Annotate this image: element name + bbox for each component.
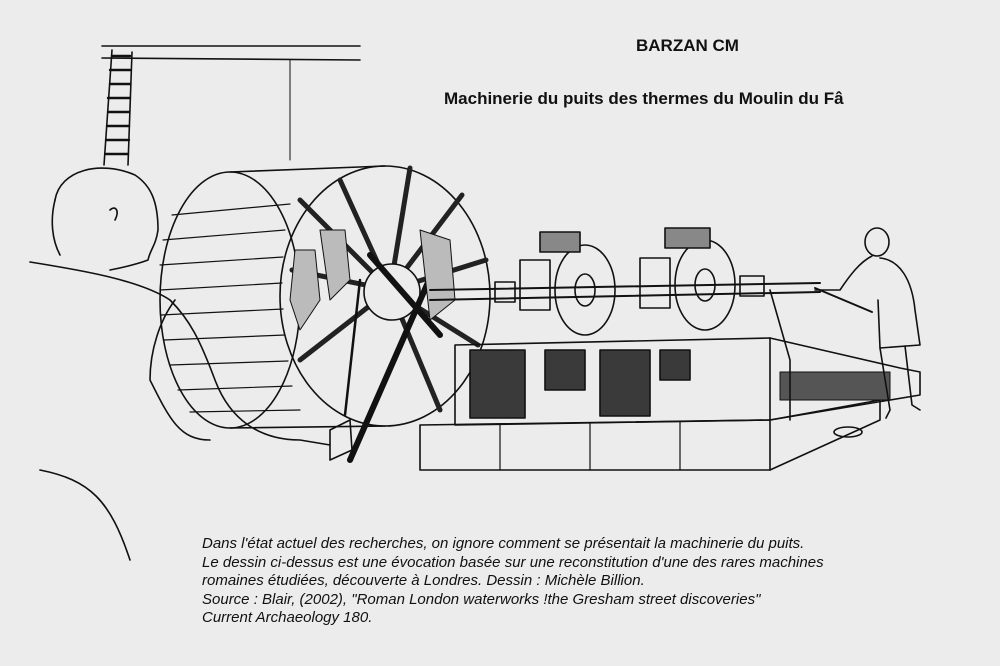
- stone-base: [420, 290, 920, 470]
- worker-right: [815, 228, 920, 437]
- treadwheel: [160, 166, 490, 460]
- roof-beam: [102, 46, 360, 165]
- page-title: BARZAN CM: [636, 36, 739, 55]
- caption-line: Dans l'état actuel des recherches, on ignore comment se présentait la machinerie du puits.: [202, 535, 805, 552]
- caption-line: romaines étudiées, découverte à Londres. Dessin : Michèle Billion.: [202, 572, 645, 589]
- caption-line: Le dessin ci-dessus est une évocation basée sur une reconstitution d'une des rares machines: [202, 553, 824, 571]
- caption-source-journal: Current Archaeology 180.: [202, 609, 373, 626]
- caption: [202, 535, 824, 628]
- page-subtitle: Machinerie du puits des thermes du Moulin du Fâ: [444, 89, 844, 108]
- caption-source: Source : Blair, (2002), "Roman London waterworks !the Gresham street discoveries": [202, 590, 761, 608]
